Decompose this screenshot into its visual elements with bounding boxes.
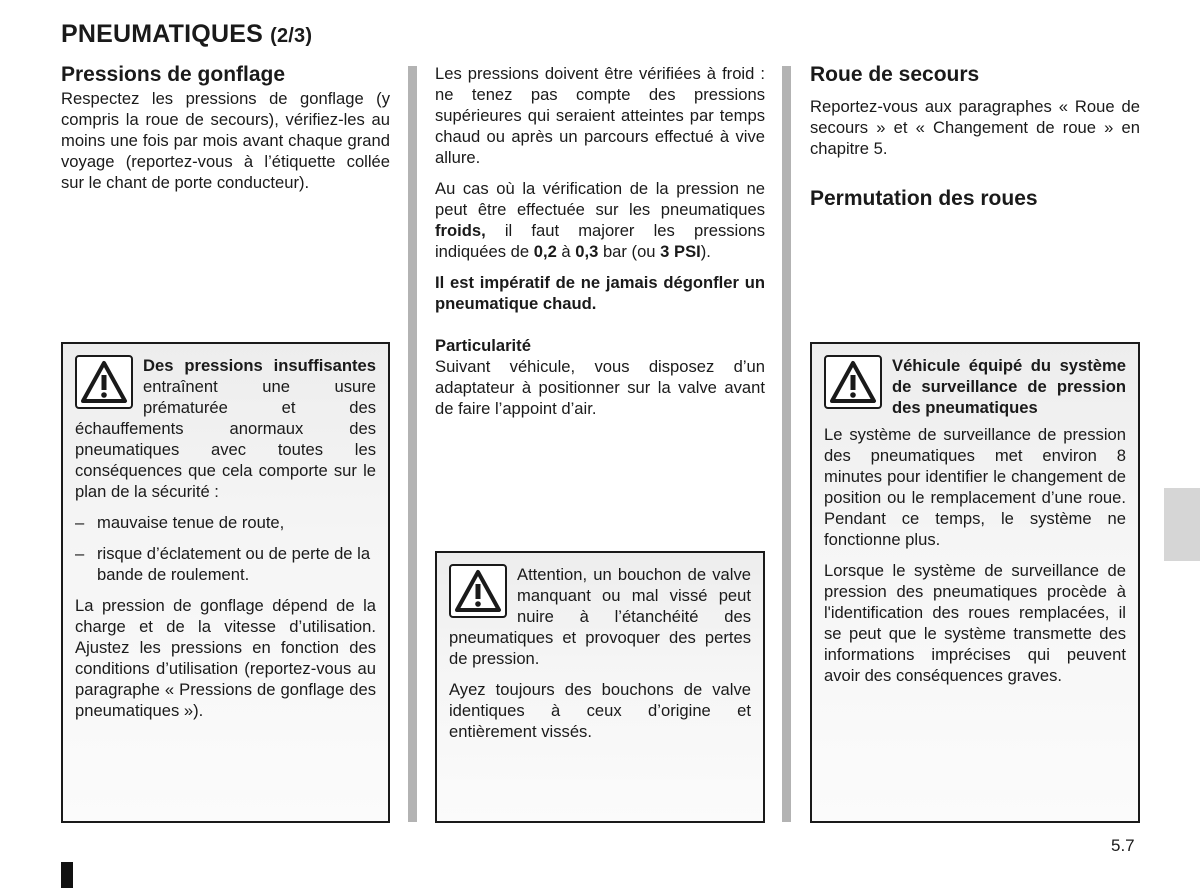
warning-paragraph-2: Ayez toujours des bouchons de valve identiques à ceux d’origine et entièrement vissés. <box>449 680 751 741</box>
text-bold: Particularité <box>435 336 531 355</box>
warning-text-bouchon: Attention, un bouchon de valve manquant ou mal vissé peut nuire à l’étanchéité des pneumatiques et provoquer des pertes de pression. <box>449 565 751 668</box>
warning-paragraph-2: Lorsque le système de surveillance de pression des pneumatiques procède à l'identification des roues remplacées, il se peut que le système transmette des informations imprécises qui peuvent avoir des conséquences graves. <box>824 561 1126 685</box>
warning-triangle-icon <box>449 564 507 618</box>
column-divider-2 <box>782 66 791 822</box>
warning-box-bouchon-valve <box>435 551 765 823</box>
title-main: PNEUMATIQUES <box>61 20 263 48</box>
warning-box-pressions-insuffisantes <box>61 342 390 823</box>
column-1 <box>61 62 390 193</box>
section-tab-marker <box>1164 488 1200 561</box>
warning-bold-lead: Des pressions insuffisantes <box>143 356 376 375</box>
column-3 <box>810 62 1140 212</box>
warning-paragraph-2: La pression de gonflage dépend de la charge et de la vitesse d’utilisation. Ajustez les pressions en fonction des conditions d’utilisation (reportez-vous au paragraphe « Pressions de gonflage des pneumatiques »). <box>75 596 376 720</box>
text-bold: Il est impératif de ne jamais dégonfler un pneumatique chaud. <box>435 273 765 313</box>
list-dash: – <box>75 544 85 563</box>
paragraph-pressions: Respectez les pressions de gonflage (y compris la roue de secours), vérifiez-les au moins une fois par mois avant chaque grand voyage (reportez-vous à l’étiquette collée sur le chant de porte conducteur). <box>61 89 390 192</box>
column-divider-1 <box>408 66 417 822</box>
page-title <box>61 20 312 49</box>
text-span: à <box>556 242 576 261</box>
text-bold: 0,2 <box>533 242 557 261</box>
text-bold: 3 PSI <box>660 242 701 261</box>
warning-box-surveillance-pression <box>810 342 1140 823</box>
paragraph-roue-de-secours: Reportez-vous aux paragraphes « Roue de secours » et « Changement de roue » en chapitre 5. <box>810 97 1140 158</box>
text-span: bar (ou <box>598 242 661 261</box>
paragraph-imperatif <box>435 272 765 314</box>
warning-triangle-icon <box>75 355 133 409</box>
heading-pressions-de-gonflage: Pressions de gonflage <box>61 63 286 86</box>
text-bold: 0,3 <box>575 242 599 261</box>
list-item-text: risque d’éclatement ou de perte de la bande de roulement. <box>97 544 371 584</box>
text-span: il faut majorer les pressions indiquées de <box>435 221 765 261</box>
text-bold: Véhicule équipé du système de surveillance de pression des pneumatiques <box>892 356 1126 417</box>
title-sub: (2/3) <box>270 25 313 47</box>
text-span: Au cas où la vérification de la pression ne peut être effectuée sur les pneumatiques <box>435 179 765 219</box>
heading-permutation-des-roues: Permutation des roues <box>810 187 1038 210</box>
warning-body: entraînent une usure prématurée et des échauffements anormaux des pneumatiques avec toutes les conséquences que cela comporte sur le plan de la sécurité : <box>75 377 376 501</box>
list-item-text: mauvaise tenue de route, <box>97 513 285 532</box>
heading-roue-de-secours: Roue de secours <box>810 63 980 86</box>
subheading-particularite <box>435 335 765 356</box>
crop-mark <box>61 862 73 888</box>
paragraph-adaptateur: Suivant véhicule, vous disposez d’un adaptateur à positionner sur la valve avant de faire l’appoint d’air. <box>435 357 765 418</box>
paragraph-majorer-pressions <box>435 178 765 262</box>
list-item <box>75 512 376 533</box>
text-span: ). <box>700 242 711 261</box>
page-number: 5.7 <box>1111 836 1135 855</box>
warning-paragraph-1: Le système de surveillance de pression des pneumatiques met environ 8 minutes pour identifier le changement de position ou le remplacement d’une roue. Pendant ce temps, le système ne fonctionne plus. <box>824 425 1126 549</box>
text-bold: froids, <box>435 221 486 240</box>
warning-triangle-icon <box>824 355 882 409</box>
paragraph-verification-froid: Les pressions doivent être vérifiées à froid : ne tenez pas compte des pressions supérieures qui seraient atteintes par temps chaud ou après un parcours effectué à vive allure. <box>435 64 765 167</box>
list-item <box>75 543 376 585</box>
column-2 <box>435 63 765 419</box>
list-dash: – <box>75 513 85 532</box>
